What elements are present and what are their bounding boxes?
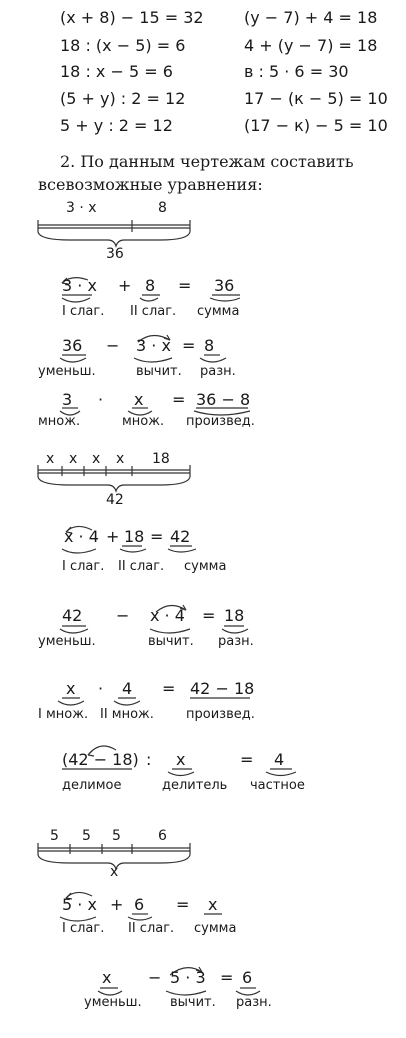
term-label: делимое bbox=[62, 778, 122, 793]
operator: = bbox=[150, 527, 164, 546]
term-label: частное bbox=[250, 778, 305, 793]
term: 8 bbox=[204, 336, 215, 355]
term: 36 bbox=[62, 336, 83, 355]
segment-label: x bbox=[92, 451, 101, 467]
term-label: множ. bbox=[122, 414, 165, 429]
term-label: сумма bbox=[194, 921, 237, 936]
term-label: вычит. bbox=[170, 995, 216, 1010]
term-label: вычит. bbox=[148, 634, 194, 649]
term: 4 bbox=[274, 750, 285, 769]
operator: − bbox=[116, 606, 130, 625]
term-label: II слаг. bbox=[130, 304, 177, 319]
term: 42 bbox=[170, 527, 191, 546]
task-line-1: 2. По данным чертежам составить bbox=[60, 152, 354, 171]
segment-label: x bbox=[69, 451, 78, 467]
segment-label: 5 bbox=[82, 828, 91, 844]
segment-label: x bbox=[116, 451, 125, 467]
term: 42 − 18 bbox=[190, 679, 255, 698]
term: 18 bbox=[224, 606, 245, 625]
segment-label: 5 bbox=[112, 828, 121, 844]
operator: : bbox=[146, 750, 152, 769]
term-label: I слаг. bbox=[62, 304, 105, 319]
brace bbox=[38, 232, 190, 246]
term: x bbox=[208, 895, 218, 914]
operator: · bbox=[98, 390, 104, 409]
term-label: II слаг. bbox=[118, 559, 165, 574]
term-label: разн. bbox=[236, 995, 272, 1010]
term-label: уменьш. bbox=[38, 634, 96, 649]
equation: (x + 8) − 15 = 32 bbox=[60, 8, 204, 27]
segment-total: 36 bbox=[106, 246, 124, 262]
term: 5 · 3 bbox=[170, 968, 206, 987]
term: 6 bbox=[134, 895, 145, 914]
term: 3 bbox=[62, 390, 73, 409]
term-label: I слаг. bbox=[62, 921, 105, 936]
segment-label: 18 bbox=[152, 451, 170, 467]
term: x bbox=[66, 679, 76, 698]
term: 6 bbox=[242, 968, 253, 987]
segment-label: 6 bbox=[158, 828, 167, 844]
term-label: II слаг. bbox=[128, 921, 175, 936]
operator: = bbox=[240, 750, 254, 769]
operator: · bbox=[98, 679, 104, 698]
operator: = bbox=[172, 390, 186, 409]
term-label: сумма bbox=[197, 304, 240, 319]
term-label: произвед. bbox=[186, 414, 255, 429]
term: 4 bbox=[122, 679, 133, 698]
operator: = bbox=[162, 679, 176, 698]
term-label: I множ. bbox=[38, 707, 89, 722]
operator: = bbox=[202, 606, 216, 625]
term: 36 bbox=[214, 276, 235, 295]
term: 5 · x bbox=[62, 895, 97, 914]
term-label: делитель bbox=[162, 778, 228, 793]
segment-label: 5 bbox=[50, 828, 59, 844]
label-brace bbox=[140, 298, 158, 301]
equation: (5 + y) : 2 = 12 bbox=[60, 89, 186, 108]
term: 18 bbox=[124, 527, 145, 546]
term: x bbox=[176, 750, 186, 769]
term-label: вычит. bbox=[136, 364, 182, 379]
operator: = bbox=[178, 276, 192, 295]
term: 8 bbox=[145, 276, 156, 295]
term-label: произвед. bbox=[186, 707, 255, 722]
operator: = bbox=[220, 968, 234, 987]
term: 36 − 8 bbox=[196, 390, 251, 409]
equation: в : 5 · 6 = 30 bbox=[244, 62, 349, 81]
label-brace bbox=[62, 298, 90, 302]
term-label: I слаг. bbox=[62, 559, 105, 574]
term-label: разн. bbox=[200, 364, 236, 379]
term-label: II множ. bbox=[100, 707, 154, 722]
term: 3 · x bbox=[136, 336, 171, 355]
term: (42 − 18) bbox=[62, 750, 139, 769]
task-line-2: всевозможные уравнения: bbox=[38, 175, 263, 194]
segment-label: 8 bbox=[158, 200, 167, 216]
segment-total: 42 bbox=[106, 492, 124, 508]
equation: 18 : x − 5 = 6 bbox=[60, 62, 173, 81]
equation: (y − 7) + 4 = 18 bbox=[244, 8, 378, 27]
term: x bbox=[134, 390, 144, 409]
equation: 5 + y : 2 = 12 bbox=[60, 116, 173, 135]
term: x · 4 bbox=[64, 527, 99, 546]
segment-total: x bbox=[110, 864, 119, 880]
term-label: разн. bbox=[218, 634, 254, 649]
segment-label: 3 · x bbox=[66, 200, 97, 216]
term-label: множ. bbox=[38, 414, 81, 429]
term: x · 4 bbox=[150, 606, 185, 625]
operator: = bbox=[182, 336, 196, 355]
operator: − bbox=[148, 968, 162, 987]
term-label: уменьш. bbox=[84, 995, 142, 1010]
equation: 17 − (к − 5) = 10 bbox=[244, 89, 388, 108]
term: 3 · x bbox=[62, 276, 97, 295]
term: x bbox=[102, 968, 112, 987]
equation: 4 + (y − 7) = 18 bbox=[244, 36, 378, 55]
segment-label: x bbox=[46, 451, 55, 467]
operator: = bbox=[176, 895, 190, 914]
term: 42 bbox=[62, 606, 83, 625]
equation: 18 : (x − 5) = 6 bbox=[60, 36, 186, 55]
operator: + bbox=[118, 276, 132, 295]
equation: (17 − к) − 5 = 10 bbox=[244, 116, 388, 135]
term-label: сумма bbox=[184, 559, 227, 574]
operator: + bbox=[110, 895, 124, 914]
operator: + bbox=[106, 527, 120, 546]
term-label: уменьш. bbox=[38, 364, 96, 379]
operator: − bbox=[106, 336, 120, 355]
